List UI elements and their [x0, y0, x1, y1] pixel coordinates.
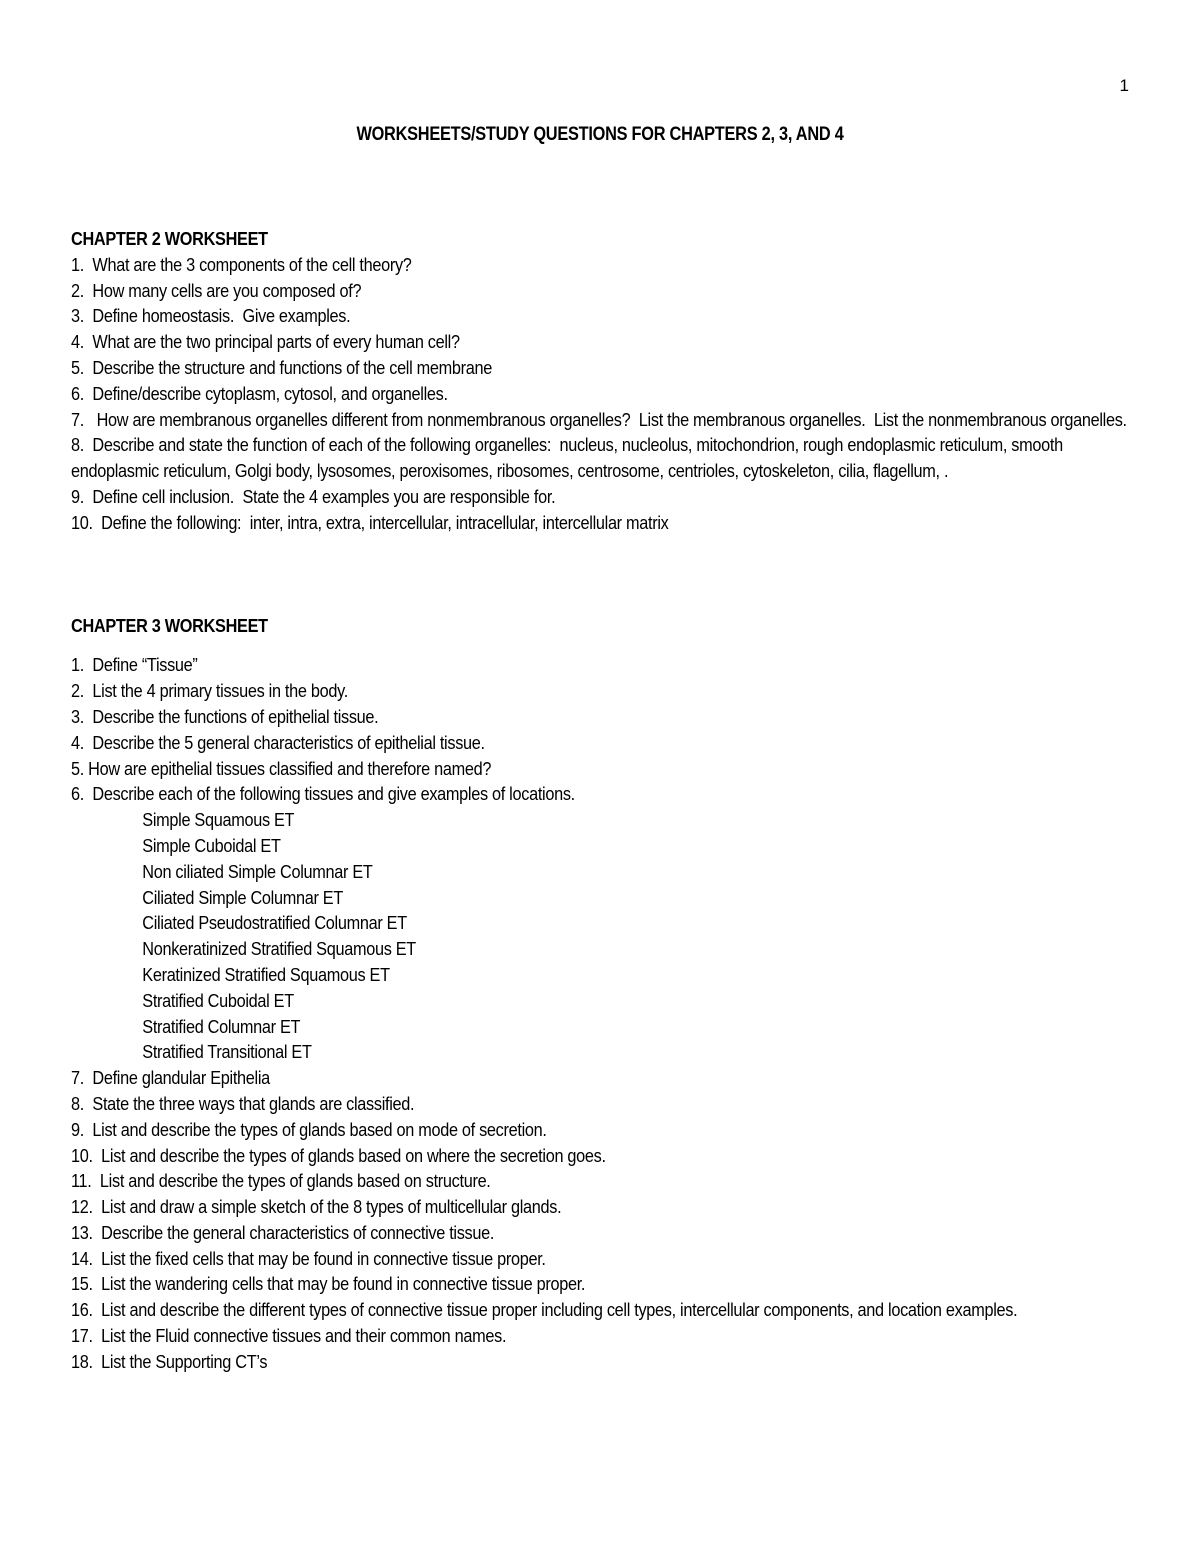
tissue-type-item: Ciliated Pseudostratified Columnar ET: [142, 912, 407, 934]
chapter-3-questions: [71, 652, 1127, 1374]
question-item: 12. List and draw a simple sketch of the 8 types of multicellular glands.: [71, 1196, 562, 1218]
question-item: 8. Describe and state the function of each of the following organelles: nucleus, nucleolus, mitochondrion, rough endoplasmic reticulum, smooth endoplasmic reticulum, Golgi body, lysosomes, peroxisomes, ribosomes, centrosome, centrioles, cytoskeleton, cilia, flagellum, .: [71, 434, 1068, 482]
tissue-type-item: Keratinized Stratified Squamous ET: [142, 963, 390, 985]
tissue-type-item: Stratified Transitional ET: [142, 1041, 312, 1063]
question-item: 7. Define glandular Epithelia: [71, 1067, 270, 1089]
question-item: 5. How are epithelial tissues classified and therefore named?: [71, 757, 492, 779]
document-title: WORKSHEETS/STUDY QUESTIONS FOR CHAPTERS 2, 3, AND 4: [356, 124, 844, 145]
tissue-type-item: Nonkeratinized Stratified Squamous ET: [142, 938, 416, 960]
question-item: 17. List the Fluid connective tissues and their common names.: [71, 1325, 507, 1347]
question-item: 11. List and describe the types of glands based on structure.: [71, 1170, 491, 1192]
question-item: 9. Define cell inclusion. State the 4 examples you are responsible for.: [71, 485, 556, 507]
question-item: 18. List the Supporting CT’s: [71, 1350, 268, 1372]
question-item: 14. List the fixed cells that may be found in connective tissue proper.: [71, 1247, 546, 1269]
question-item: 5. Describe the structure and functions of the cell membrane: [71, 356, 492, 378]
question-item: 2. List the 4 primary tissues in the body.: [71, 680, 348, 702]
chapter-2-questions: [71, 252, 1127, 536]
question-item: 4. Describe the 5 general characteristics of epithelial tissue.: [71, 731, 485, 753]
chapter-2-heading: CHAPTER 2 WORKSHEET: [71, 228, 268, 249]
tissue-type-item: Non ciliated Simple Columnar ET: [142, 860, 373, 882]
question-item: 10. List and describe the types of glands based on where the secretion goes.: [71, 1144, 606, 1166]
question-item: 3. Define homeostasis. Give examples.: [71, 305, 351, 327]
tissue-type-item: Simple Squamous ET: [142, 809, 295, 831]
tissue-type-item: Stratified Columnar ET: [142, 1015, 301, 1037]
question-item: 15. List the wandering cells that may be found in connective tissue proper.: [71, 1273, 586, 1295]
question-item: 1. What are the 3 components of the cell theory?: [71, 253, 412, 275]
question-item: 7. How are membranous organelles different from nonmembranous organelles? List the membranous organelles. List the nonmembranous organelles.: [71, 408, 1127, 430]
chapter-3-heading: CHAPTER 3 WORKSHEET: [71, 614, 268, 636]
page-number: 1: [1119, 76, 1129, 95]
question-item: 4. What are the two principal parts of every human cell?: [71, 331, 460, 353]
worksheet-content: [71, 226, 1131, 1375]
tissue-type-item: Ciliated Simple Columnar ET: [142, 886, 343, 908]
question-item: 16. List and describe the different types of connective tissue proper including cell types, intercellular components, and location examples.: [71, 1299, 1018, 1321]
question-item: 6. Define/describe cytoplasm, cytosol, and organelles.: [71, 382, 448, 404]
question-item: 6. Describe each of the following tissues and give examples of locations.: [71, 783, 575, 805]
question-item: 9. List and describe the types of glands based on mode of secretion.: [71, 1118, 547, 1140]
question-item: 8. State the three ways that glands are classified.: [71, 1092, 415, 1114]
question-item: 2. How many cells are you composed of?: [71, 279, 362, 301]
question-item: 13. Describe the general characteristics of connective tissue.: [71, 1221, 495, 1243]
tissue-type-item: Stratified Cuboidal ET: [142, 989, 294, 1011]
question-item: 10. Define the following: inter, intra, extra, intercellular, intracellular, intercellular matrix: [71, 511, 669, 533]
question-item: 3. Describe the functions of epithelial tissue.: [71, 705, 379, 727]
question-item: 1. Define “Tissue”: [71, 654, 198, 676]
tissue-type-item: Simple Cuboidal ET: [142, 834, 281, 856]
